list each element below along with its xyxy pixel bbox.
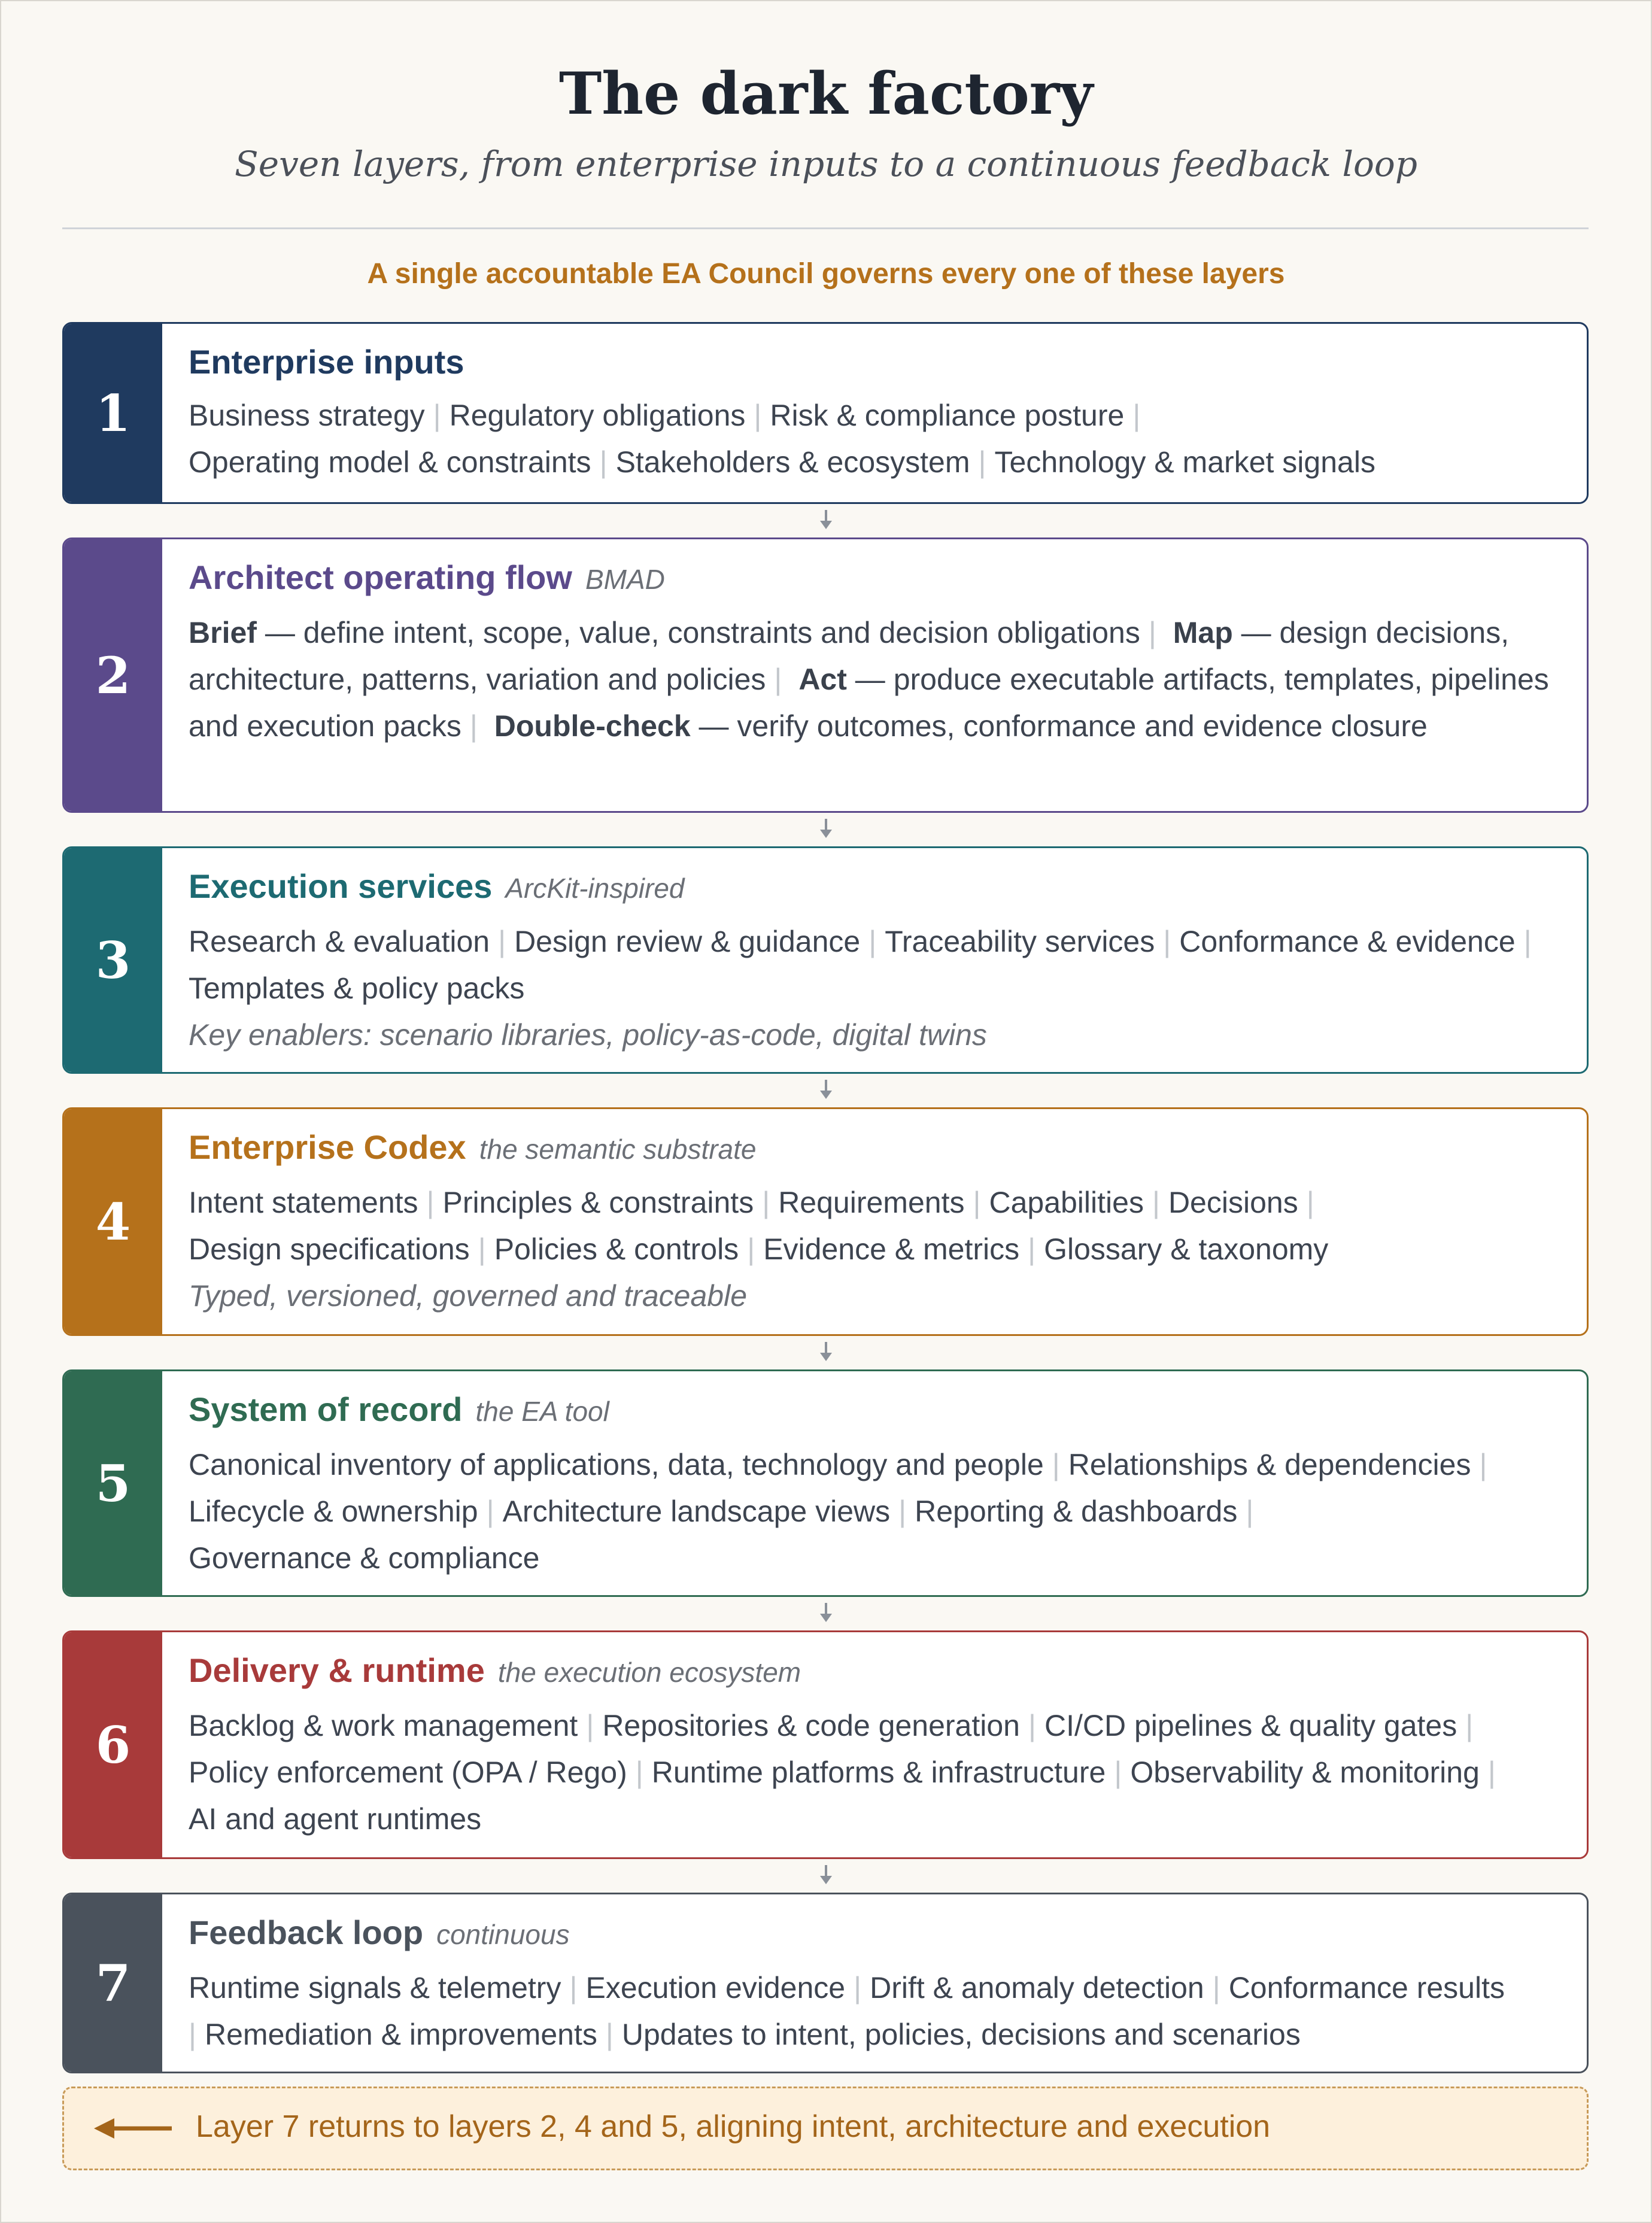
layer-3-number: 3 <box>64 848 162 1072</box>
layer-4-number: 4 <box>64 1109 162 1334</box>
page-title: The dark factory <box>558 60 1094 127</box>
layer-4-tag: the semantic substrate <box>479 1134 757 1165</box>
layer-4-note: Typed, versioned, governed and traceable <box>189 1279 748 1313</box>
layer-5-item: Canonical inventory of applications, data, technology and people <box>189 1448 1044 1481</box>
feedback-footer <box>62 2087 1589 2170</box>
title-divider <box>62 227 1589 229</box>
layer-6-item: CI/CD pipelines & quality gates <box>1044 1709 1457 1742</box>
layer-3-item: Conformance & evidence <box>1179 925 1516 958</box>
layer-5-item: Relationships & dependencies <box>1068 1448 1471 1481</box>
layer-6-items: Backlog & work management | Repositories & code generation | CI/CD pipelines & quality gates | Policy enforcement (OPA / Rego) | Runtime platforms & infrastructure | Observability & monitoring | AI and agent runtimes <box>189 1709 1496 1836</box>
layer-4-title: Enterprise Codex <box>189 1128 466 1166</box>
layer-6-item: AI and agent runtimes <box>189 1802 482 1836</box>
layer-4-item: Intent statements <box>189 1186 418 1219</box>
layer-1-title: Enterprise inputs <box>189 343 464 381</box>
layer-2-number: 2 <box>64 539 162 811</box>
layer-7-item: Remediation & improvements <box>205 2018 597 2051</box>
layer-1-item: Risk & compliance posture <box>770 399 1125 432</box>
layer-6-card <box>62 1630 1589 1859</box>
layer-4-item: Glossary & taxonomy <box>1044 1232 1329 1266</box>
layer-3-item: Research & evaluation <box>189 925 490 958</box>
flow-arrow-icon <box>818 1342 834 1362</box>
footer-text: Layer 7 returns to layers 2, 4 and 5, aligning intent, architecture and execution <box>196 2109 1271 2144</box>
layer-5-items: Canonical inventory of applications, data, technology and people | Relationships & dependencies | Lifecycle & ownership | Architecture landscape views | Reporting & dashboards | Governance & compliance <box>189 1448 1487 1575</box>
layer-7-title: Feedback loop <box>189 1914 424 1951</box>
step-key-map: Map <box>1173 616 1233 649</box>
layer-6-tag: the execution ecosystem <box>497 1657 801 1688</box>
layer-6-number: 6 <box>64 1632 162 1857</box>
layer-7-items: Runtime signals & telemetry | Execution evidence | Drift & anomaly detection | Conformance results | Remediation & improvements | Updates to intent, policies, decisions and scenarios <box>189 1971 1505 2051</box>
layer-7-card <box>62 1893 1589 2073</box>
layer-1-items: Business strategy | Regulatory obligations | Risk & compliance posture | Operating model & constraints | Stakeholders & ecosystem | Technology & market signals <box>189 399 1375 479</box>
layer-6-item: Policy enforcement (OPA / Rego) <box>189 1756 627 1789</box>
layer-6-item: Observability & monitoring <box>1130 1756 1480 1789</box>
layer-3-tag: ArcKit-inspired <box>505 873 685 904</box>
layer-1-item: Technology & market signals <box>994 445 1375 479</box>
layer-5-card <box>62 1369 1589 1597</box>
layer-3-card <box>62 846 1589 1074</box>
flow-arrow-icon <box>818 510 834 530</box>
council-note: A single accountable EA Council governs every one of these layers <box>367 258 1285 290</box>
layer-4-card <box>62 1107 1589 1336</box>
layer-1-item: Stakeholders & ecosystem <box>615 445 970 479</box>
layer-3-item: Traceability services <box>885 925 1155 958</box>
layer-2-card <box>62 537 1589 813</box>
layer-1-item: Business strategy <box>189 399 425 432</box>
layer-4-item: Evidence & metrics <box>763 1232 1020 1266</box>
layer-1-item: Regulatory obligations <box>449 399 746 432</box>
flow-arrow-icon <box>818 1865 834 1885</box>
layer-4-item: Capabilities <box>989 1186 1144 1219</box>
step-text-brief: — define intent, scope, value, constraints and decision obligations <box>265 616 1140 649</box>
step-text-act: — produce executable artifacts, templates, pipelines and execution packs <box>189 663 1549 743</box>
layer-7-item: Runtime signals & telemetry <box>189 1971 561 2005</box>
layer-1-item: Operating model & constraints <box>189 445 591 479</box>
step-text-double-check: — verify outcomes, conformance and evidence closure <box>699 709 1428 743</box>
layer-5-item: Architecture landscape views <box>502 1495 891 1528</box>
layer-2-steps: Brief — define intent, scope, value, constraints and decision obligations | Map — design decisions, architecture, patterns, variation and policies | Act — produce executable artifacts, templates, pipelines and execution packs | Double-check — verify outcomes, conformance and evidence closure <box>189 616 1549 743</box>
layer-7-tag: continuous <box>436 1919 570 1950</box>
layer-6-title: Delivery & runtime <box>189 1651 485 1689</box>
layer-3-item: Design review & guidance <box>514 925 861 958</box>
layer-7-item: Conformance results <box>1228 1971 1505 2005</box>
layer-4-item: Design specifications <box>189 1232 470 1266</box>
layer-4-item: Principles & constraints <box>442 1186 754 1219</box>
layer-3-item: Templates & policy packs <box>189 971 525 1005</box>
layer-5-number: 5 <box>64 1371 162 1595</box>
layer-6-item: Repositories & code generation <box>602 1709 1020 1742</box>
layer-6-item: Backlog & work management <box>189 1709 578 1742</box>
layer-4-item: Policies & controls <box>494 1232 739 1266</box>
layer-7-item: Updates to intent, policies, decisions and scenarios <box>621 2018 1301 2051</box>
flow-arrow-icon <box>818 1603 834 1623</box>
flow-arrow-icon <box>818 819 834 839</box>
layer-1-number: 1 <box>64 324 162 502</box>
flow-arrow-icon <box>818 1080 834 1100</box>
arrow-left-icon <box>93 2113 177 2143</box>
layer-3-items: Research & evaluation | Design review & guidance | Traceability services | Conformance & evidence | Templates & policy packs Key enablers: scenario libraries, policy-as-code, digital twins <box>189 925 1532 1052</box>
step-key-brief: Brief <box>189 616 257 649</box>
layer-7-item: Drift & anomaly detection <box>870 1971 1204 2005</box>
step-text-map: — design decisions, architecture, patterns, variation and policies <box>189 616 1510 696</box>
layer-3-title: Execution services <box>189 867 493 905</box>
layer-4-item: Requirements <box>778 1186 965 1219</box>
step-key-double-check: Double-check <box>494 709 691 743</box>
layer-4-item: Decisions <box>1168 1186 1298 1219</box>
layer-7-number: 7 <box>64 1894 162 2072</box>
layer-5-title: System of record <box>189 1390 463 1428</box>
layer-2-title: Architect operating flow <box>189 558 572 596</box>
layer-5-item: Lifecycle & ownership <box>189 1495 478 1528</box>
layer-3-note: Key enablers: scenario libraries, policy-as-code, digital twins <box>189 1018 987 1052</box>
layer-5-item: Reporting & dashboards <box>915 1495 1238 1528</box>
layer-5-tag: the EA tool <box>475 1396 609 1427</box>
step-key-act: Act <box>798 663 847 696</box>
page-subtitle: Seven layers, from enterprise inputs to a continuous feedback loop <box>235 144 1417 184</box>
layer-7-item: Execution evidence <box>585 1971 846 2005</box>
layer-5-item: Governance & compliance <box>189 1541 540 1575</box>
layer-6-item: Runtime platforms & infrastructure <box>651 1756 1106 1789</box>
layer-2-tag: BMAD <box>585 564 665 595</box>
layer-4-items: Intent statements | Principles & constraints | Requirements | Capabilities | Decisions | Design specifications | Policies & controls | Evidence & metrics | Glossary & taxonomy Typed, versioned, governed and traceable <box>189 1186 1329 1313</box>
layer-1-card <box>62 322 1589 504</box>
